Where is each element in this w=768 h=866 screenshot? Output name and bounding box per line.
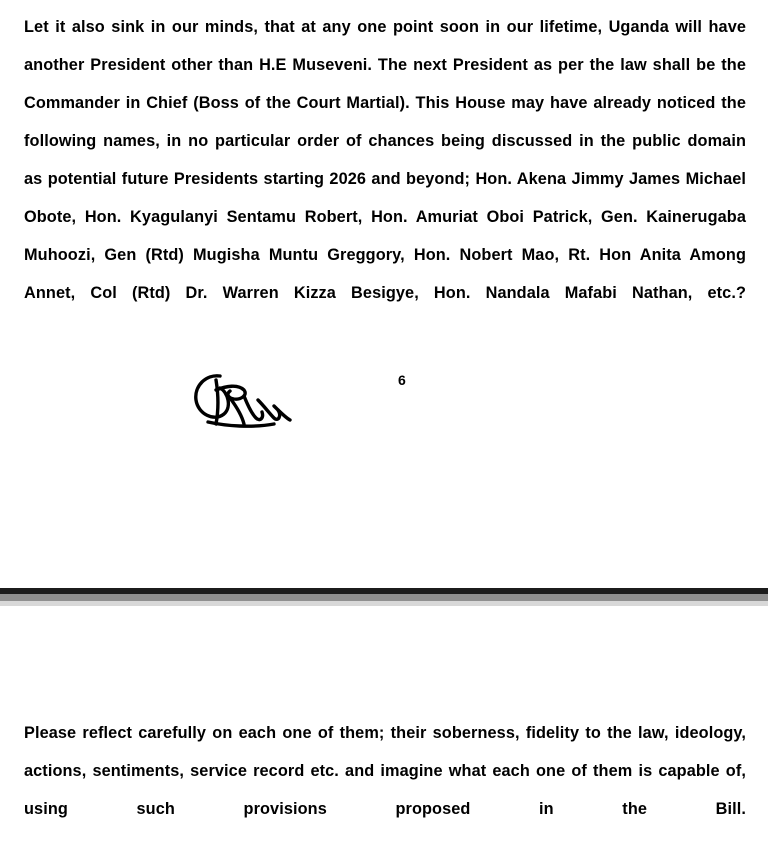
signature-icon bbox=[186, 366, 296, 436]
band-line-mid bbox=[0, 594, 768, 601]
top-paragraph: Let it also sink in our minds, that at any one point soon in our lifetime, Uganda will have another President other than H.E Museveni. The next President as per the law shall be the Commander in Chief (Boss of the Court Martial). This House may have already noticed the following names, in no particular order of chances being discussed in the public domain as potential future Presidents starting 2026 and beyond; Hon. Akena Jimmy James Michael Obote, Hon. Kyagulanyi Sentamu Robert, Hon. Amuriat Oboi Patrick, Gen. Kainerugaba Muhoozi, Gen (Rtd) Mugisha Muntu Greggory, Hon. Nobert Mao, Rt. Hon Anita Among Annet, Col (Rtd) Dr. Warren Kizza Besigye, Hon. Nandala Mafabi Nathan, etc.? bbox=[24, 18, 746, 302]
signature-row bbox=[24, 364, 746, 450]
page-gap bbox=[0, 610, 768, 720]
bottom-text-block bbox=[0, 714, 768, 866]
page-number: 6 bbox=[398, 372, 406, 388]
bottom-paragraph: Please reflect carefully on each one of them; their soberness, fidelity to the law, ideology, actions, sentiments, service record etc. and imagine what each one of them is capable of, using such provisions proposed in the Bill. bbox=[24, 724, 746, 818]
band-line-light bbox=[0, 601, 768, 606]
scan-separator-band bbox=[0, 588, 768, 610]
